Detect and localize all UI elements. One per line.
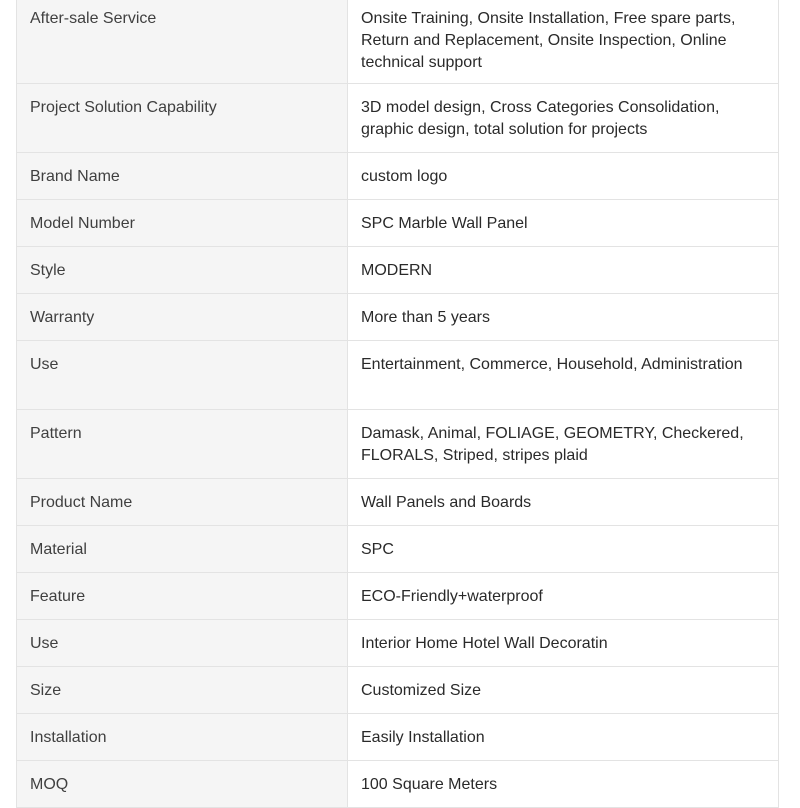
spec-value: 100 Square Meters: [348, 761, 779, 808]
table-row: [17, 153, 779, 200]
table-row: [17, 200, 779, 247]
table-row: [17, 84, 779, 153]
product-spec-table: [16, 0, 779, 808]
spec-value: Easily Installation: [348, 714, 779, 761]
spec-value: Customized Size: [348, 667, 779, 714]
spec-label: Model Number: [17, 200, 348, 247]
spec-value: MODERN: [348, 247, 779, 294]
spec-value: SPC Marble Wall Panel: [348, 200, 779, 247]
table-row: [17, 0, 779, 84]
table-row: [17, 294, 779, 341]
spec-label: Material: [17, 526, 348, 573]
spec-value: SPC: [348, 526, 779, 573]
table-row: [17, 573, 779, 620]
spec-value: More than 5 years: [348, 294, 779, 341]
table-row: [17, 341, 779, 410]
table-row: [17, 620, 779, 667]
table-row: [17, 479, 779, 526]
spec-value: Wall Panels and Boards: [348, 479, 779, 526]
spec-label: MOQ: [17, 761, 348, 808]
table-row: [17, 410, 779, 479]
spec-label: Use: [17, 341, 348, 410]
spec-label: Use: [17, 620, 348, 667]
spec-label: Installation: [17, 714, 348, 761]
spec-label: Size: [17, 667, 348, 714]
spec-label: Feature: [17, 573, 348, 620]
spec-label: Project Solution Capability: [17, 84, 348, 153]
table-row: [17, 714, 779, 761]
spec-label: Pattern: [17, 410, 348, 479]
spec-label: Brand Name: [17, 153, 348, 200]
spec-value: ECO-Friendly+waterproof: [348, 573, 779, 620]
spec-label: Product Name: [17, 479, 348, 526]
table-row: [17, 761, 779, 808]
spec-value: Entertainment, Commerce, Household, Administration: [348, 341, 779, 410]
table-row: [17, 667, 779, 714]
table-row: [17, 526, 779, 573]
spec-label: Style: [17, 247, 348, 294]
spec-value: custom logo: [348, 153, 779, 200]
table-row: [17, 247, 779, 294]
spec-value: 3D model design, Cross Categories Consolidation, graphic design, total solution for projects: [348, 84, 779, 153]
spec-label: Warranty: [17, 294, 348, 341]
spec-value: Onsite Training, Onsite Installation, Free spare parts, Return and Replacement, Onsite Inspection, Online technical support: [348, 0, 779, 84]
spec-value: Damask, Animal, FOLIAGE, GEOMETRY, Checkered, FLORALS, Striped, stripes plaid: [348, 410, 779, 479]
spec-value: Interior Home Hotel Wall Decoratin: [348, 620, 779, 667]
spec-label: After-sale Service: [17, 0, 348, 84]
